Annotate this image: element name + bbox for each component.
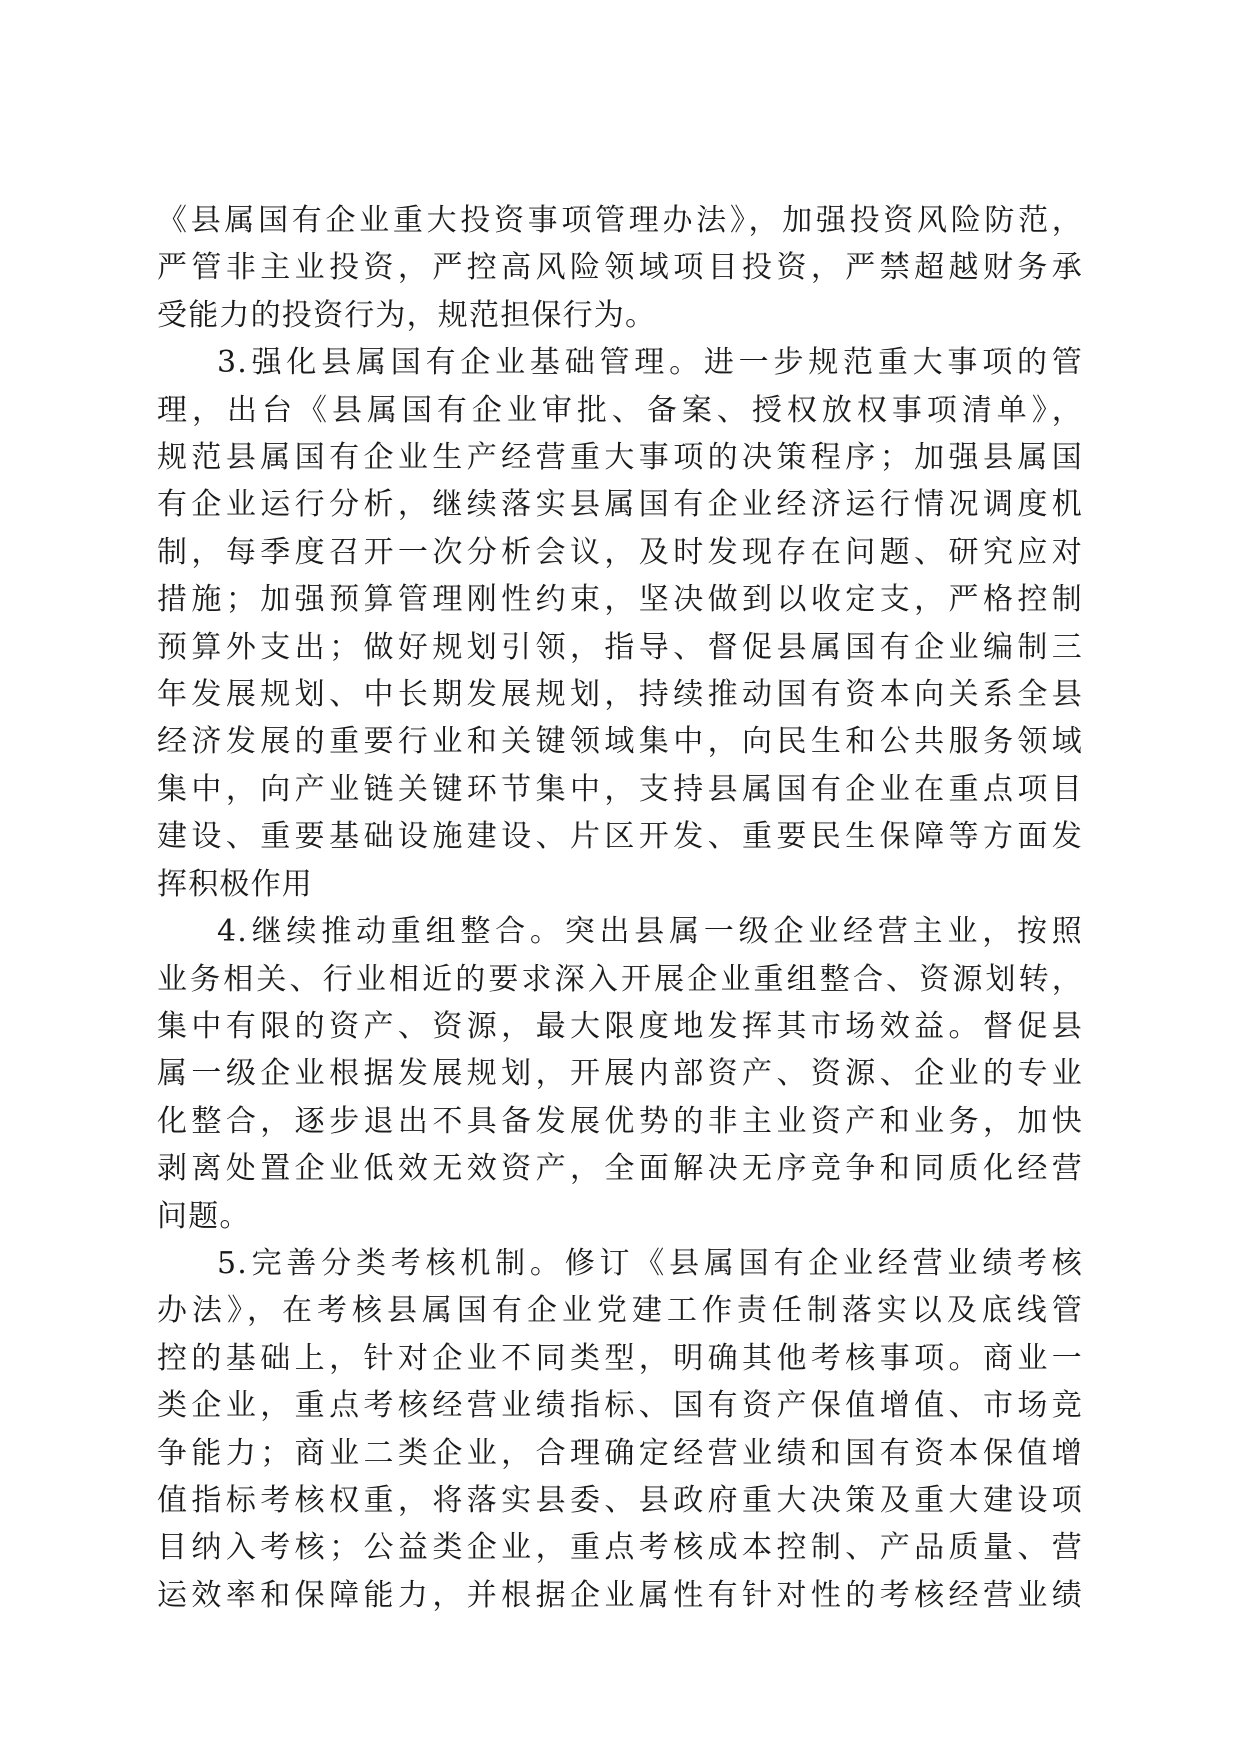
text-line: 3.强化县属国有企业基础管理。进一步规范重大事项的管 (217, 345, 1083, 381)
text-line: 问题。 (157, 1198, 251, 1234)
text-line: 预算外支出；做好规划引领，指导、督促县属国有企业编制三 (157, 629, 1083, 665)
text-line: 办法》，在考核县属国有企业党建工作责任制落实以及底线管 (157, 1293, 1083, 1329)
text-line: 5.完善分类考核机制。修订《县属国有企业经营业绩考核 (217, 1245, 1083, 1281)
text-line: 年发展规划、中长期发展规划，持续推动国有资本向关系全县 (157, 677, 1083, 713)
text-line: 争能力；商业二类企业，合理确定经营业绩和国有资本保值增 (157, 1435, 1083, 1471)
text-line: 值指标考核权重，将落实县委、县政府重大决策及重大建设项 (157, 1482, 1083, 1518)
text-line: 目纳入考核；公益类企业，重点考核成本控制、产品质量、营 (157, 1530, 1083, 1566)
text-line: 受能力的投资行为，规范担保行为。 (157, 297, 657, 333)
text-line: 类企业，重点考核经营业绩指标、国有资产保值增值、市场竞 (157, 1388, 1083, 1424)
text-line: 建设、重要基础设施建设、片区开发、重要民生保障等方面发 (157, 819, 1083, 855)
document-body (157, 197, 1083, 1619)
paragraph-assessment-mechanism (157, 1240, 1083, 1619)
text-line: 经济发展的重要行业和关键领域集中，向民生和公共服务领域 (157, 724, 1083, 760)
text-line: 有企业运行分析，继续落实县属国有企业经济运行情况调度机 (157, 487, 1083, 523)
text-line: 剥离处置企业低效无效资产，全面解决无序竞争和同质化经营 (157, 1151, 1083, 1187)
text-line: 《县属国有企业重大投资事项管理办法》，加强投资风险防范， (157, 203, 1083, 238)
text-line: 严管非主业投资，严控高风险领域项目投资，严禁超越财务承 (157, 250, 1083, 286)
text-line: 业务相关、行业相近的要求深入开展企业重组整合、资源划转， (157, 961, 1083, 997)
text-line: 控的基础上，针对企业不同类型，明确其他考核事项。商业一 (157, 1340, 1083, 1376)
text-line: 制，每季度召开一次分析会议，及时发现存在问题、研究应对 (157, 534, 1083, 570)
text-line: 集中，向产业链关键环节集中，支持县属国有企业在重点项目 (157, 771, 1083, 807)
text-line: 措施；加强预算管理刚性约束，坚决做到以收定支，严格控制 (157, 582, 1083, 618)
text-line: 集中有限的资产、资源，最大限度地发挥其市场效益。督促县 (157, 1008, 1083, 1044)
paragraph-restructuring (157, 908, 1083, 1240)
text-line: 属一级企业根据发展规划，开展内部资产、资源、企业的专业 (157, 1056, 1083, 1092)
text-line: 规范县属国有企业生产经营重大事项的决策程序；加强县属国 (157, 440, 1083, 476)
text-line: 运效率和保障能力，并根据企业属性有针对性的考核经营业绩 (157, 1577, 1083, 1613)
paragraph-investment-measures (157, 197, 1083, 339)
text-line: 挥积极作用 (157, 866, 313, 902)
text-line: 化整合，逐步退出不具备发展优势的非主业资产和业务，加快 (157, 1103, 1083, 1139)
text-line: 理，出台《县属国有企业审批、备案、授权放权事项清单》， (157, 392, 1083, 428)
text-line: 4.继续推动重组整合。突出县属一级企业经营主业，按照 (217, 914, 1083, 950)
paragraph-basic-management (157, 339, 1083, 908)
